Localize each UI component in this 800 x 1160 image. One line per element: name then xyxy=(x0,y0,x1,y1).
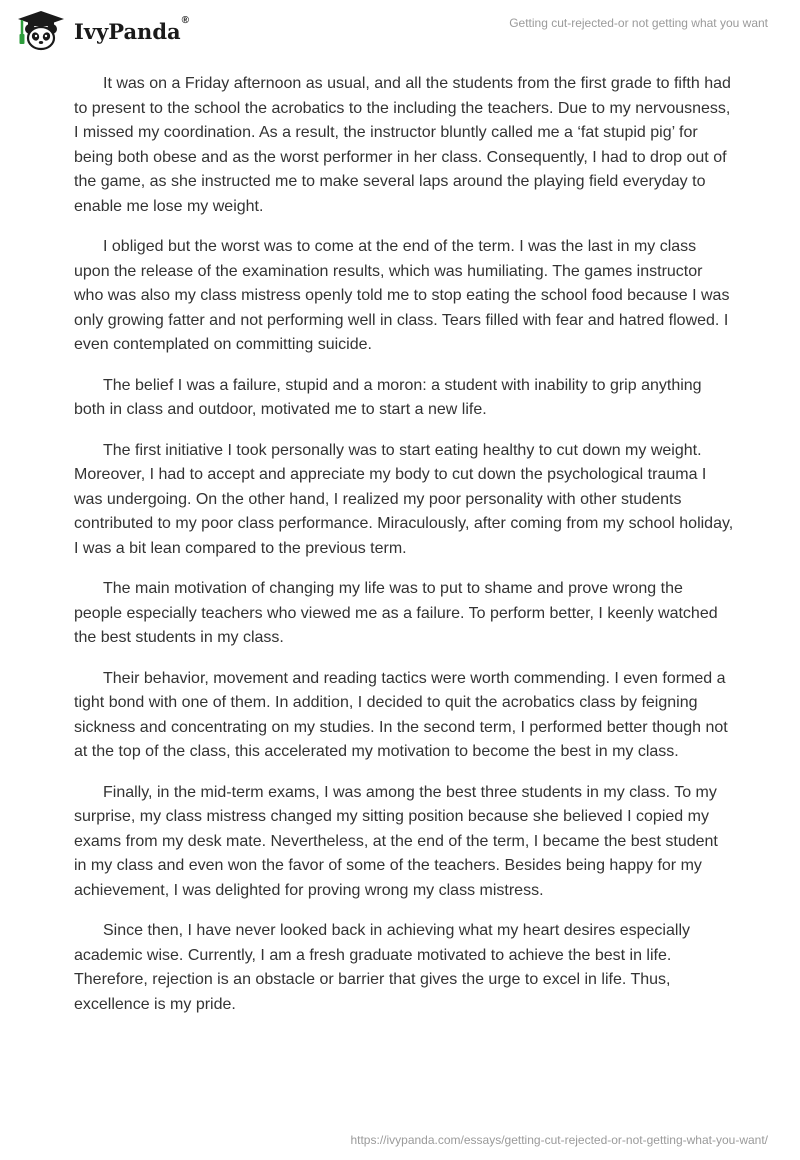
essay-paragraph: Their behavior, movement and reading tactics were worth commending. I even formed a tight bond with one of them. In addition, I decided to quit the acrobatics class by feigning sickness and concentrating on my studies. In the second term, I performed better though not at the top of the class, this accelerated my motivation to become the best in my class. xyxy=(74,669,728,760)
registered-mark: ® xyxy=(181,14,189,26)
page-header xyxy=(0,0,800,60)
essay-body xyxy=(74,72,734,1033)
essay-paragraph: The first initiative I took personally was to start eating healthy to cut down my weight. Moreover, I had to accept and appreciate my body to cut down the psychological trauma I was undergoing. On the other hand, I realized my poor personality with other students contributed to my poor class performance. Miraculously, after coming from my school holiday, I was a bit lean compared to the previous term. xyxy=(74,441,734,557)
essay-paragraph: Since then, I have never looked back in achieving what my heart desires especially academic wise. Currently, I am a fresh graduate motivated to achieve the best in life. Therefore, rejection is an obstacle or barrier that gives the urge to excel in life. Thus, excellence is my pride. xyxy=(74,922,690,1013)
essay-paragraph: The belief I was a failure, stupid and a moron: a student with inability to grip anything both in class and outdoor, motivated me to start a new life. xyxy=(74,376,702,418)
panda-graduation-cap-icon xyxy=(14,9,68,51)
brand-text: IvyPanda xyxy=(74,18,181,44)
document-title: Getting cut-rejected-or not getting what you want xyxy=(509,16,768,30)
ivypanda-logo[interactable] xyxy=(14,9,189,51)
essay-paragraph: I obliged but the worst was to come at the end of the term. I was the last in my class upon the release of the examination results, which was humiliating. The games instructor who was also my class mistress openly told me to stop eating the school food because I was only growing fatter and not performing well in class. Tears filled with fear and hatred flowed. I even contemplated on committing suicide. xyxy=(74,238,730,353)
essay-paragraph: The main motivation of changing my life was to put to shame and prove wrong the people especially teachers who viewed me as a failure. To perform better, I keenly watched the best students in my class. xyxy=(74,580,718,646)
source-url-link[interactable]: https://ivypanda.com/essays/getting-cut-rejected-or-not-getting-what-you-want/ xyxy=(350,1133,768,1147)
essay-paragraph: It was on a Friday afternoon as usual, and all the students from the first grade to fifth had to present to the school the acrobatics to the including the teachers. Due to my nervousness, I missed my coordination. As a result, the instructor bluntly called me a ‘fat stupid pig’ for being both obese and as the worst performer in her class. Consequently, I had to drop out of the game, as she instructed me to make several laps around the playing field everyday to enable me lose my weight. xyxy=(74,75,731,215)
essay-paragraph: Finally, in the mid-term exams, I was among the best three students in my class. To my surprise, my class mistress changed my sitting position because she believed I copied my exams from my desk mate. Nevertheless, at the end of the term, I became the best student in my class and even won the favor of some of the teachers. Besides being happy for my achievement, I was delighted for proving wrong my class mistress. xyxy=(74,783,718,899)
brand-name xyxy=(74,14,189,44)
